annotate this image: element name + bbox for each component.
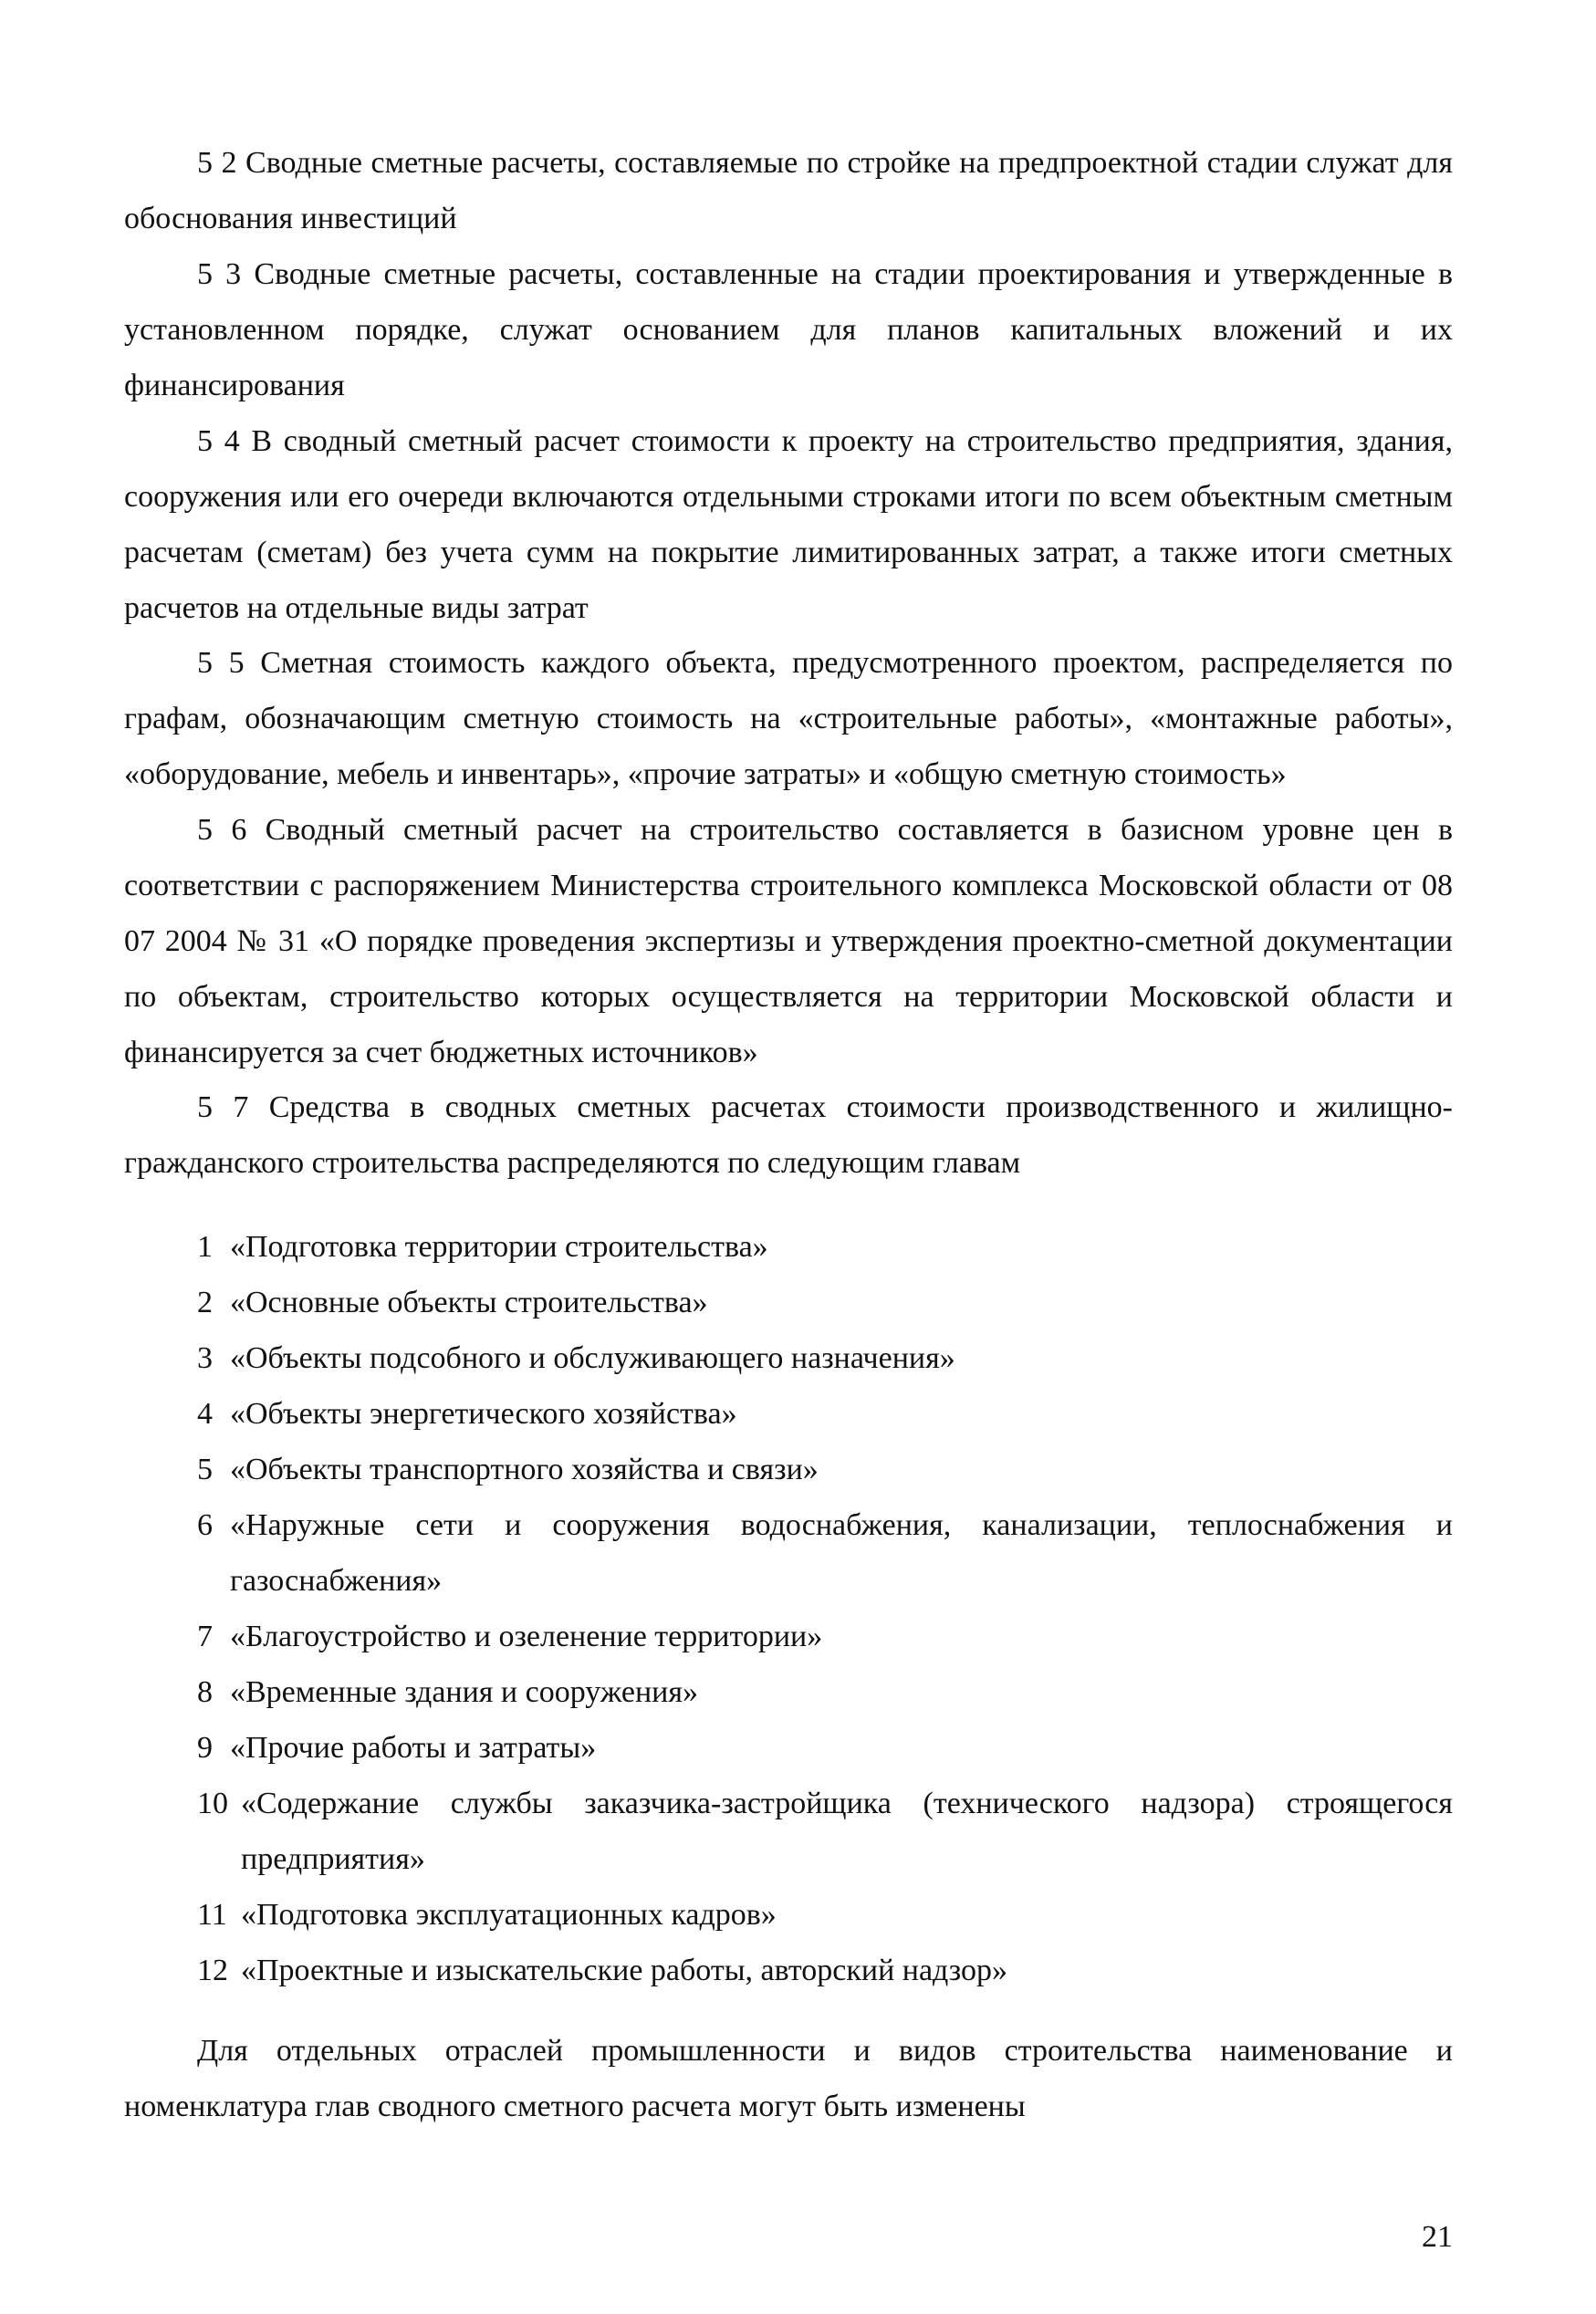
chapter-item bbox=[197, 1219, 1453, 1275]
chapter-title: «Содержание службы заказчика-застройщика (технического надзора) строящегося предприятия» bbox=[241, 1787, 1453, 1876]
paragraph-5-3: 5 3 Сводные сметные расчеты, составленные на стадии проектирования и утвержденные в установленном порядке, служат основанием для планов капитальных вложений и их финансирования bbox=[124, 257, 1453, 402]
chapter-title: «Проектные и изыскательские работы, авторский надзор» bbox=[241, 1954, 1007, 1987]
paragraph-5-4: 5 4 В сводный сметный расчет стоимости к проекту на строительство предприятия, здания, сооружения или его очереди включаются отдельными строками итоги по всем объектным сметным расчетам (сметам) без учета сумм на покрытие лимитированных затрат, а также итоги сметных расчетов на отдельные виды затрат bbox=[124, 424, 1453, 625]
paragraph-5-6: 5 6 Сводный сметный расчет на строительство составляется в базисном уровне цен в соответствии с распоряжением Министерства строительного комплекса Московской области от 08 07 2004 № 31 «О порядке проведения экспертизы и утверждения проектно-сметной документации по объектам, строительство которых осуществляется на территории Московской области и финансируется за счет бюджетных источников» bbox=[124, 813, 1453, 1069]
chapter-title: «Временные здания и сооружения» bbox=[230, 1675, 698, 1709]
paragraph-5-5: 5 5 Сметная стоимость каждого объекта, предусмотренного проектом, распределяется по графам, обозначающим сметную стоимость на «строительные работы», «монтажные работы», «оборудование, мебель и инвентарь», «прочие затраты» и «общую сметную стоимость» bbox=[124, 646, 1453, 791]
chapter-title: «Наружные сети и сооружения водоснабжения, канализации, теплоснабжения и газоснабжения» bbox=[230, 1508, 1453, 1598]
chapter-number: 9 bbox=[197, 1731, 213, 1765]
chapter-item bbox=[197, 1664, 1453, 1720]
chapter-number: 10 bbox=[197, 1787, 228, 1820]
chapter-number: 7 bbox=[197, 1620, 213, 1653]
paragraph-5-7: 5 7 Средства в сводных сметных расчетах стоимости производственного и жилищно-гражданского строительства распределяются по следующим главам bbox=[124, 1090, 1453, 1180]
chapter-number: 2 bbox=[197, 1286, 213, 1319]
chapter-number: 1 bbox=[197, 1230, 213, 1264]
chapter-number: 6 bbox=[197, 1508, 213, 1542]
chapter-item bbox=[197, 1442, 1453, 1497]
chapter-item bbox=[197, 1887, 1453, 1943]
page-number: 21 bbox=[1422, 2220, 1453, 2254]
chapter-title: «Прочие работы и затраты» bbox=[230, 1731, 597, 1765]
chapter-title: «Объекты подсобного и обслуживающего назначения» bbox=[230, 1341, 955, 1375]
closing-note: Для отдельных отраслей промышленности и видов строительства наименование и номенклатура глав сводного сметного расчета могут быть изменены bbox=[124, 2034, 1453, 2123]
chapter-item bbox=[197, 1330, 1453, 1386]
chapter-title: «Подготовка территории строительства» bbox=[230, 1230, 768, 1264]
chapter-item bbox=[197, 1609, 1453, 1664]
chapter-title: «Объекты энергетического хозяйства» bbox=[230, 1397, 737, 1431]
chapter-item bbox=[197, 1275, 1453, 1330]
chapter-title: «Благоустройство и озеленение территории» bbox=[230, 1620, 823, 1653]
chapter-number: 5 bbox=[197, 1453, 213, 1486]
chapter-title: «Объекты транспортного хозяйства и связи» bbox=[230, 1453, 819, 1486]
chapter-number: 12 bbox=[197, 1954, 228, 1987]
chapter-item bbox=[197, 1497, 1453, 1609]
paragraph-5-2: 5 2 Сводные сметные расчеты, составляемые по стройке на предпроектной стадии служат для обоснования инвестиций bbox=[124, 146, 1453, 235]
chapter-item bbox=[197, 1776, 1453, 1887]
chapter-item bbox=[197, 1386, 1453, 1442]
chapter-list bbox=[197, 1219, 1453, 1998]
chapter-title: «Подготовка эксплуатационных кадров» bbox=[241, 1898, 777, 1932]
chapter-number: 3 bbox=[197, 1341, 213, 1375]
chapter-item bbox=[197, 1720, 1453, 1776]
chapter-number: 4 bbox=[197, 1397, 213, 1431]
chapter-number: 11 bbox=[197, 1898, 227, 1932]
chapter-number: 8 bbox=[197, 1675, 213, 1709]
chapter-title: «Основные объекты строительства» bbox=[230, 1286, 708, 1319]
chapter-item bbox=[197, 1943, 1453, 1998]
